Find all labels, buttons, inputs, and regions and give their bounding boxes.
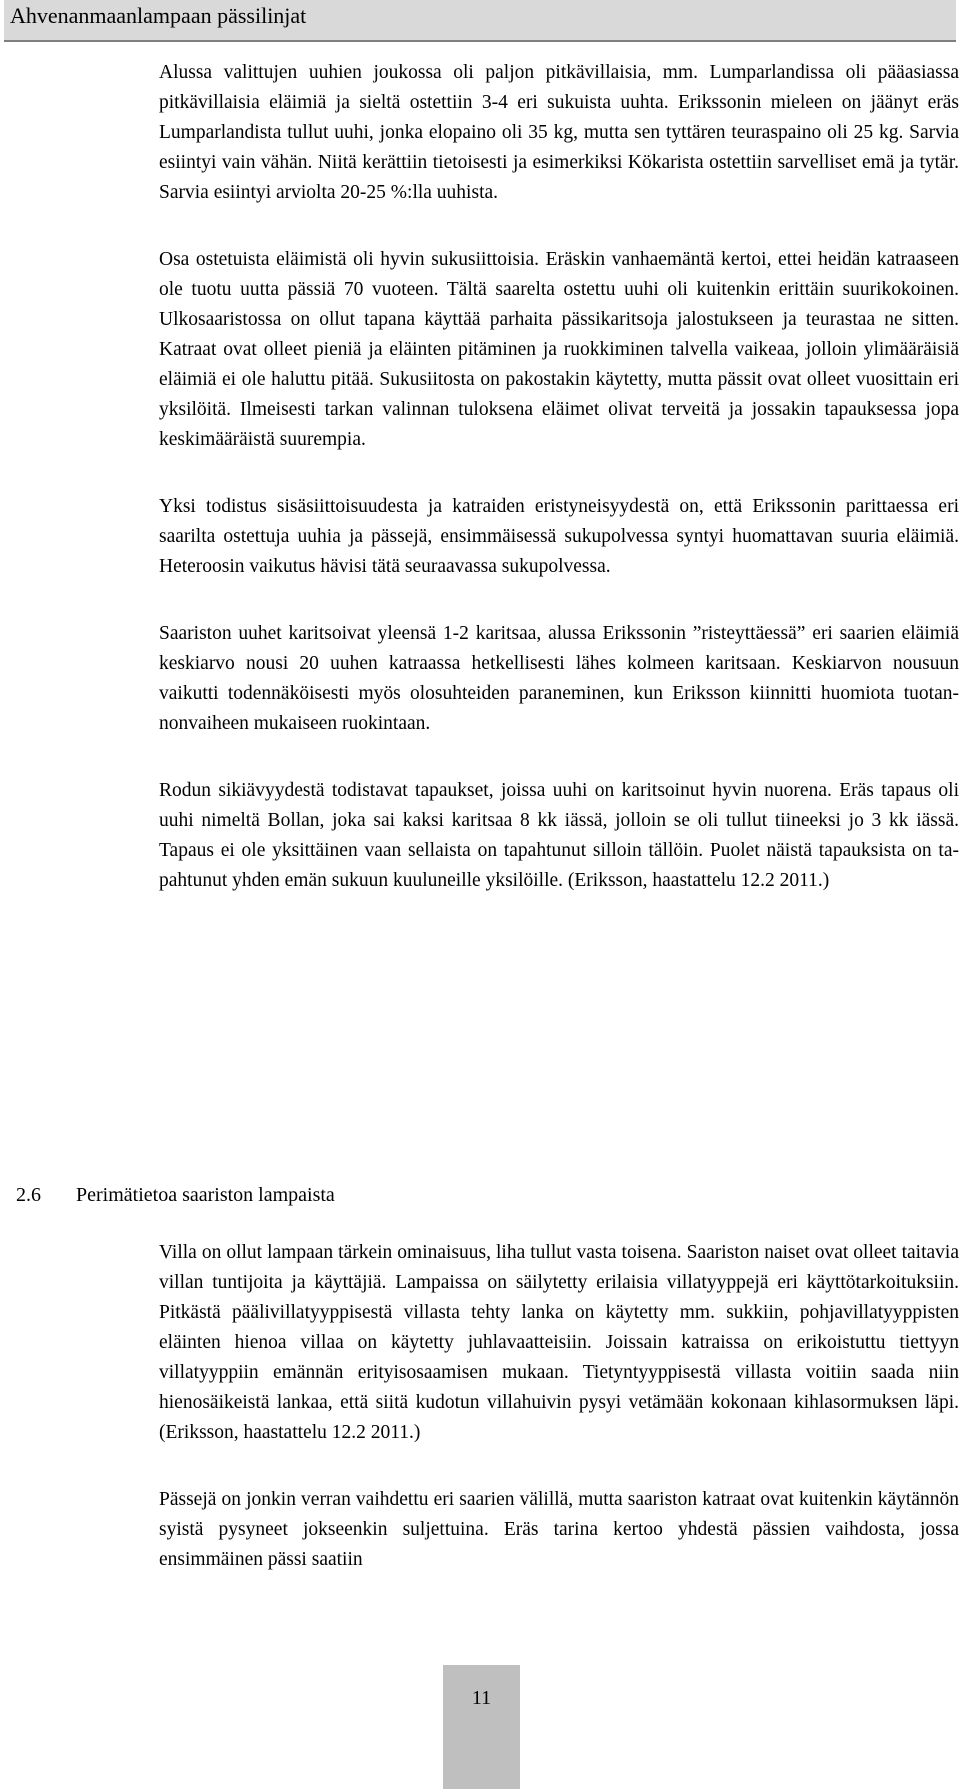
header-title: Ahvenanmaanlampaan pässilinjat	[10, 3, 307, 28]
page-number: 11	[471, 1687, 492, 1709]
paragraph: Saariston uuhet karitsoivat yleensä 1-2 karitsaa, alussa Erikssonin ”risteyttäessä” eri saarien eläimiä keskiarvo nousi 20 uuhen katraassa hetkellisesti lähes kolmeen karitsaan. Keskiarvon nousuun vaikutti todennäköisesti myös olosuhteiden paraneminen, kun Eriksson kiinnitti huomiota tuotannonvaiheen mukaiseen ruokintaan.	[159, 623, 959, 734]
body-text-upper	[159, 58, 959, 933]
page-number-box	[443, 1665, 520, 1789]
section-title: Perimätietoa saariston lampaista	[76, 1184, 335, 1206]
section-number: 2.6	[16, 1184, 41, 1206]
paragraph: Pässejä on jonkin verran vaihdettu eri saarien välillä, mutta saariston katraat ovat kuitenkin käytännön syistä pysyneet jokseenkin suljettuina. Eräs tarina kertoo yhdestä pässien vaihdosta, jossa ensimmäinen pässi saatiin	[159, 1489, 959, 1570]
body-text-lower	[159, 1238, 959, 1612]
paragraph: Osa ostetuista eläimistä oli hyvin sukusiittoisia. Eräskin vanhaemäntä kertoi, ettei heidän katraaseen ole tuotu uutta pässiä 70 vuoteen. Tältä saarelta ostettu uuhi oli kuitenkin erittäin suurikokoinen. Ulkosaaristossa on ollut tapana käyttää parhaita pässikaritsoja jalostukseen ja teurastaa ne sitten. Katraat ovat olleet pieniä ja eläinten pitäminen ja ruokkiminen talvella vaikeaa, jolloin ylimääräisiä eläimiä ei ole haluttu pitää. Sukusiitosta on pakostakin käytetty, mutta pässit ovat olleet vuosittain eri yksilöitä. Ilmeisesti tarkan valinnan tuloksena eläimet olivat terveitä ja jossakin tapauksessa jopa keskimääräistä suurempia.	[159, 249, 959, 450]
paragraph: Yksi todistus sisäsiittoisuudesta ja katraiden eristyneisyydestä on, että Erikssonin parittaessa eri saarilta ostettuja uuhia ja pässejä, ensimmäisessä sukupolvessa syntyi huomattavan suuria eläimiä. Heteroosin vaikutus hävisi tätä seuraavassa sukupolvessa.	[159, 496, 959, 577]
paragraph: Rodun sikiävyydestä todistavat tapaukset, joissa uuhi on karitsoinut hyvin nuorena. Eräs tapaus oli uuhi nimeltä Bollan, joka sai kaksi karitsaa 8 kk iässä, jolloin se oli tullut tiineeksi jo 3 kk iässä. Tapaus ei ole yksittäinen vaan sellaista on tapahtunut silloin tällöin. Puolet näistä tapauksista on tapahtunut yhden emän sukuun kuuluneille yksilöille. (Eriksson, haastattelu 12.2 2011.)	[159, 780, 959, 891]
running-header	[4, 0, 956, 42]
paragraph: Alussa valittujen uuhien joukossa oli paljon pitkävillaisia, mm. Lumparlandissa oli pääasiassa pitkävillaisia eläimiä ja sieltä ostettiin 3-4 eri sukuista uuhta. Erikssonin mieleen on jäänyt eräs Lumparlandista tullut uuhi, jonka elopaino oli 35 kg, mutta sen tyttären teuraspaino oli 25 kg. Sarvia esiintyi vain vähän. Niitä kerättiin tietoisesti ja esimerkiksi Kökarista ostettiin sarvelliset emä ja tytär. Sarvia esiintyi arviolta 20-25 %:lla uuhista.	[159, 62, 959, 203]
paragraph: Villa on ollut lampaan tärkein ominaisuus, liha tullut vasta toisena. Saariston naiset ovat olleet taitavia villan tuntijoita ja käyttäjiä. Lampaissa on säilytetty erilaisia villatyyppejä eri käyttötarkoituksiin. Pitkästä päälivillatyyppisestä villasta tehty lanka on käytetty mm. sukkiin, pohjavillatyyppisten eläinten hienoa villaa on käytetty juhlavaatteisiin. Joissain katraissa on erikoistuttu tiettyyn villatyyppiin emännän erityisosaamisen mukaan. Tietyntyyppisestä villasta voitiin saada niin hienosäikeistä lankaa, että siitä kudotun villahuivin pysyi vetämään kokonaan kihlasormuksen läpi. (Eriksson, haastattelu 12.2 2011.)	[159, 1242, 959, 1443]
